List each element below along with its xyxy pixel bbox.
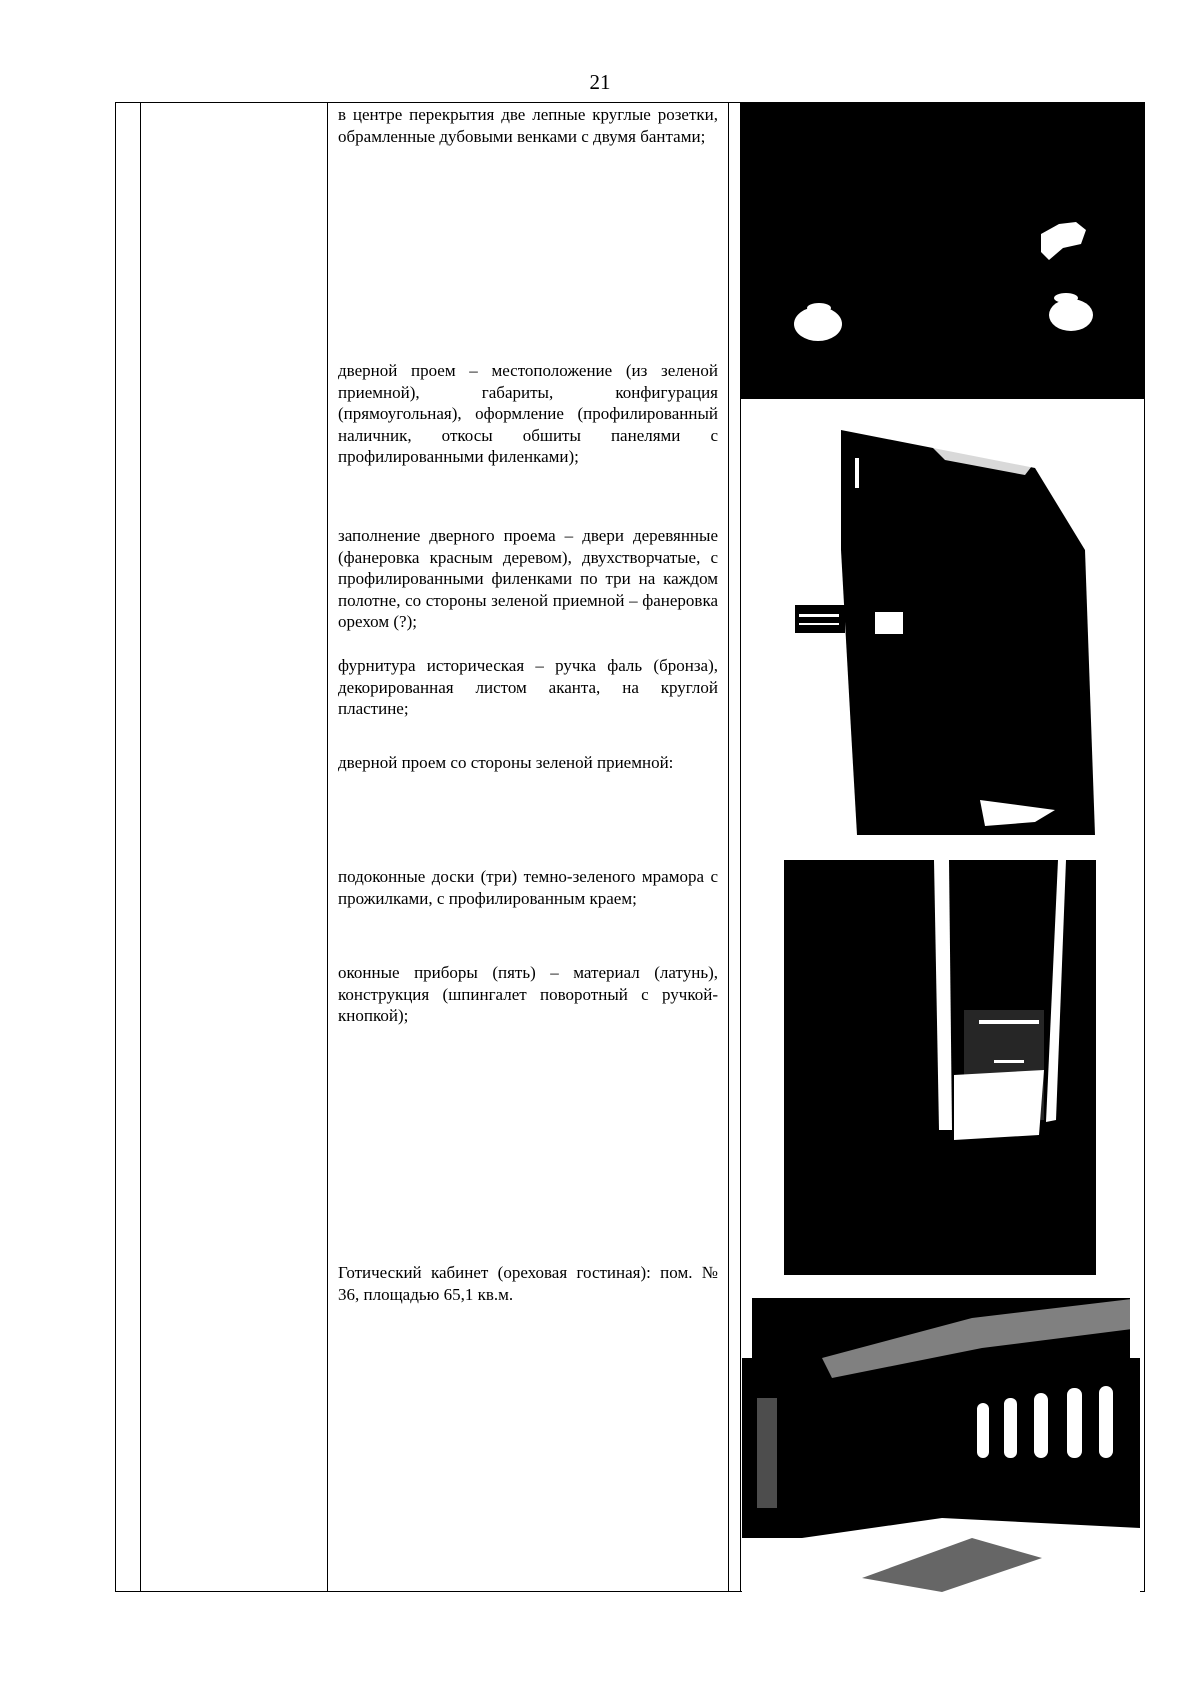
gothic-cabinet-photo bbox=[742, 1298, 1140, 1592]
window-photo bbox=[784, 860, 1096, 1275]
column-divider bbox=[728, 102, 729, 1592]
description-paragraph: фурнитура историческая – ручка фаль (бронза), декорированная листом аканта, на круглой пластине; bbox=[338, 656, 718, 719]
column-divider bbox=[140, 102, 141, 1592]
door-photo bbox=[795, 430, 1095, 835]
description-paragraph: дверной проем – местоположение (из зеленой приемной), габариты, конфигурация (прямоугольная), оформление (профилированный наличник, откосы обшиты панелями с профилированными филенками); bbox=[338, 361, 718, 467]
description-paragraph: оконные приборы (пять) – материал (латунь), конструкция (шпингалет поворотный с ручкой-кнопкой); bbox=[338, 963, 718, 1026]
description-paragraph: заполнение дверного проема – двери деревянные (фанеровка красным деревом), двухстворчатые, с профилированными филенками по три на каждом полотне, со стороны зеленой приемной – фанеровка орехом (?); bbox=[338, 526, 718, 632]
column-divider bbox=[327, 102, 328, 1592]
description-paragraph: дверной проем со стороны зеленой приемной: bbox=[338, 753, 674, 772]
description-paragraph: в центре перекрытия две лепные круглые розетки, обрамленные дубовыми венками с двумя бантами; bbox=[338, 105, 718, 146]
description-paragraph: Готический кабинет (ореховая гостиная): пом. № 36, площадью 65,1 кв.м. bbox=[338, 1263, 718, 1304]
page-number: 21 bbox=[589, 70, 611, 94]
description-paragraph: подоконные доски (три) темно-зеленого мрамора с прожилками, с профилированным краем; bbox=[338, 867, 718, 908]
ceiling-rosettes-photo bbox=[741, 102, 1144, 399]
